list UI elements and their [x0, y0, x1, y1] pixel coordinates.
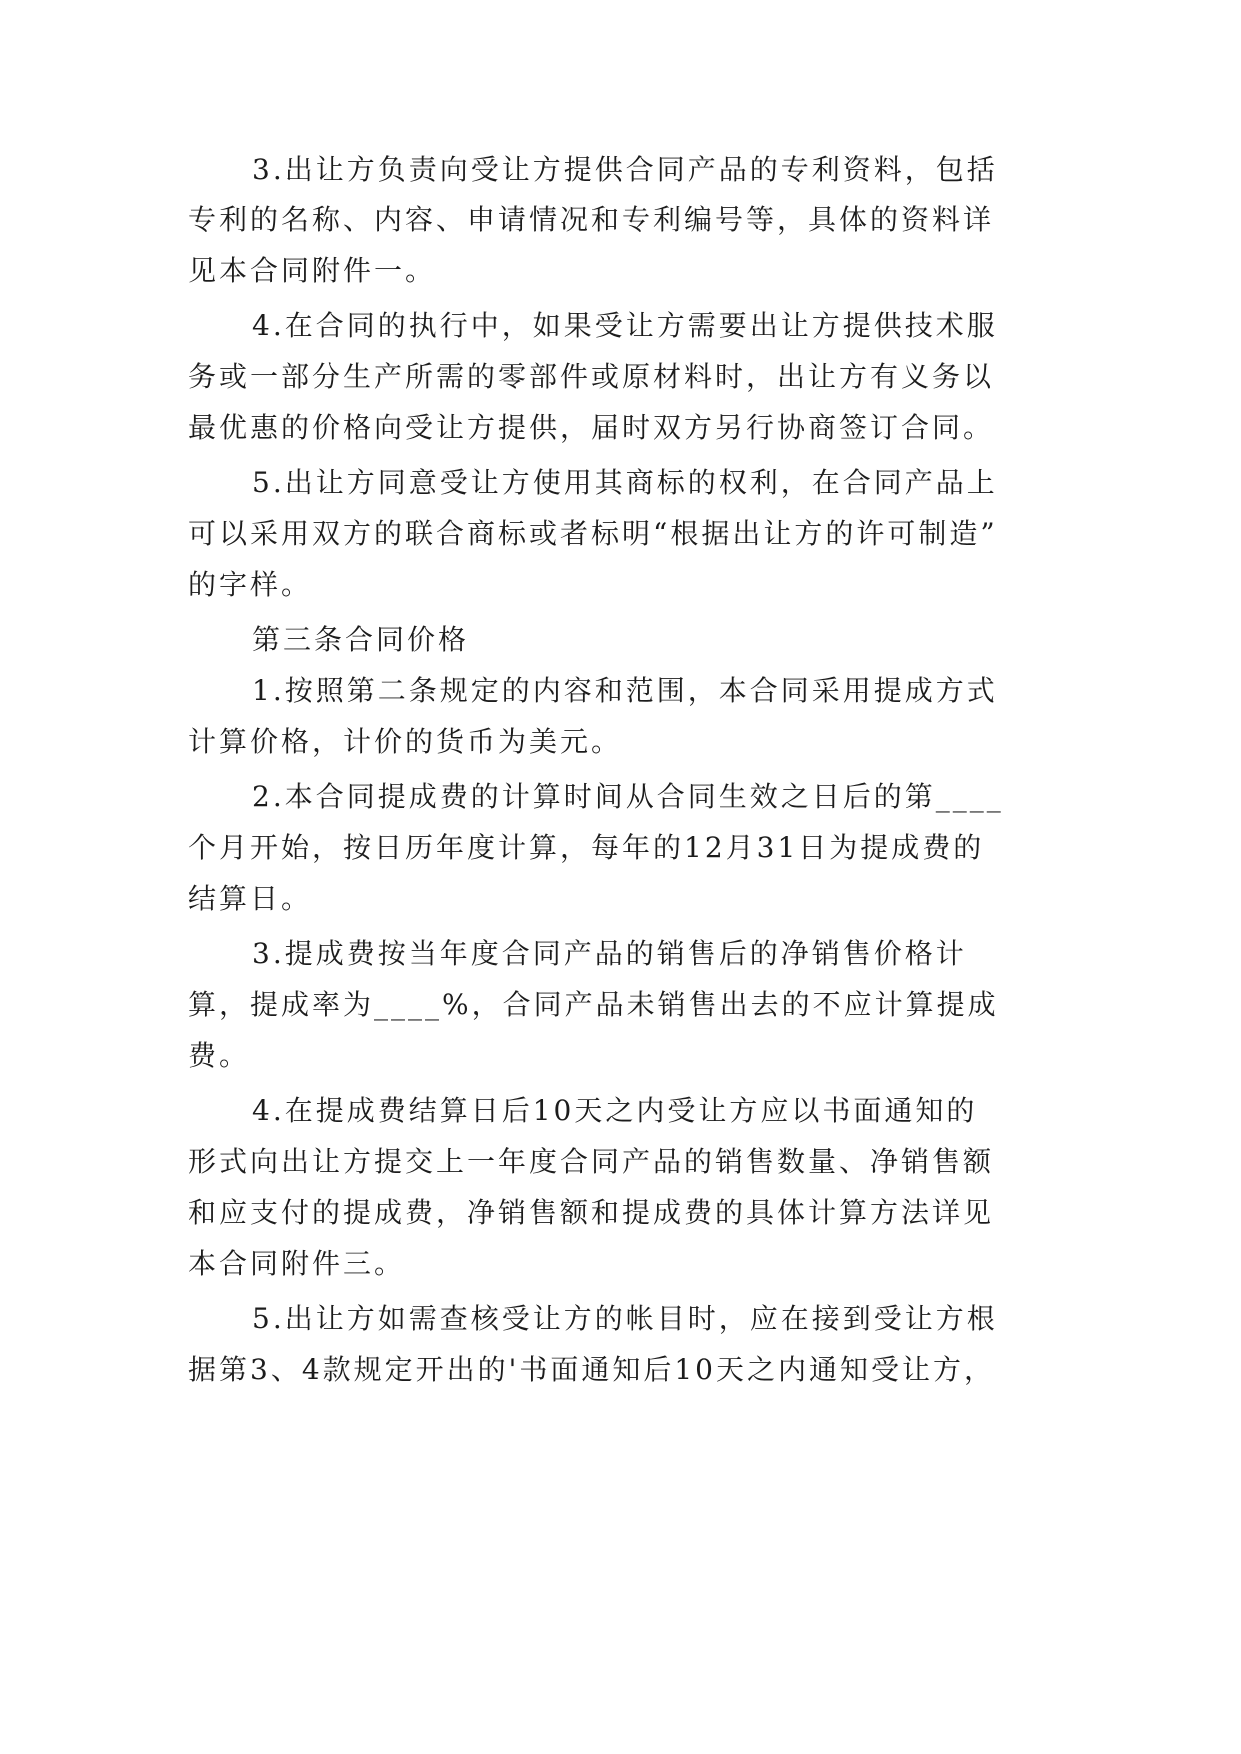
price-4-line-2: 形式向出让方提交上一年度合同产品的销售数量、净销售额	[188, 1145, 995, 1178]
price-3-line-1: 3.提成费按当年度合同产品的销售后的净销售价格计	[252, 937, 967, 970]
clause-4-line-3: 最优惠的价格向受让方提供，届时双方另行协商签订合同。	[188, 411, 995, 444]
price-5-line-2: 据第3、4款规定开出的'书面通知后10天之内通知受让方，	[188, 1353, 995, 1386]
price-3-line-3: 费。	[188, 1039, 251, 1072]
price-4-line-4: 本合同附件三。	[188, 1247, 406, 1280]
price-3-line-2: 算，提成率为____%，合同产品未销售出去的不应计算提成	[188, 988, 999, 1021]
price-2-line-3: 结算日。	[188, 882, 313, 915]
clause-3-line-3: 见本合同附件一。	[188, 254, 437, 287]
price-5-line-1: 5.出让方如需查核受让方的帐目时，应在接到受让方根	[252, 1302, 998, 1335]
price-1-line-2: 计算价格，计价的货币为美元。	[188, 725, 623, 758]
clause-5-line-2: 可以采用双方的联合商标或者标明“根据出让方的许可制造”	[188, 517, 998, 550]
clause-3-line-2: 专利的名称、内容、申请情况和专利编号等，具体的资料详	[188, 203, 995, 236]
clause-5-line-3: 的字样。	[188, 568, 313, 601]
price-1-line-1: 1.按照第二条规定的内容和范围，本合同采用提成方式	[252, 674, 998, 707]
article-3-heading: 第三条合同价格	[252, 623, 470, 656]
price-4-line-1: 4.在提成费结算日后10天之内受让方应以书面通知的	[252, 1094, 978, 1127]
clause-4-line-2: 务或一部分生产所需的零部件或原材料时，出让方有义务以	[188, 360, 995, 393]
price-4-line-3: 和应支付的提成费，净销售额和提成费的具体计算方法详见	[188, 1196, 995, 1229]
clause-3-line-1: 3.出让方负责向受让方提供合同产品的专利资料，包括	[252, 153, 998, 186]
clause-4-line-1: 4.在合同的执行中，如果受让方需要出让方提供技术服	[252, 309, 998, 342]
clause-5-line-1: 5.出让方同意受让方使用其商标的权利，在合同产品上	[252, 466, 998, 499]
price-2-line-1: 2.本合同提成费的计算时间从合同生效之日后的第____	[252, 780, 1004, 813]
price-2-line-2: 个月开始，按日历年度计算，每年的12月31日为提成费的	[188, 831, 985, 864]
